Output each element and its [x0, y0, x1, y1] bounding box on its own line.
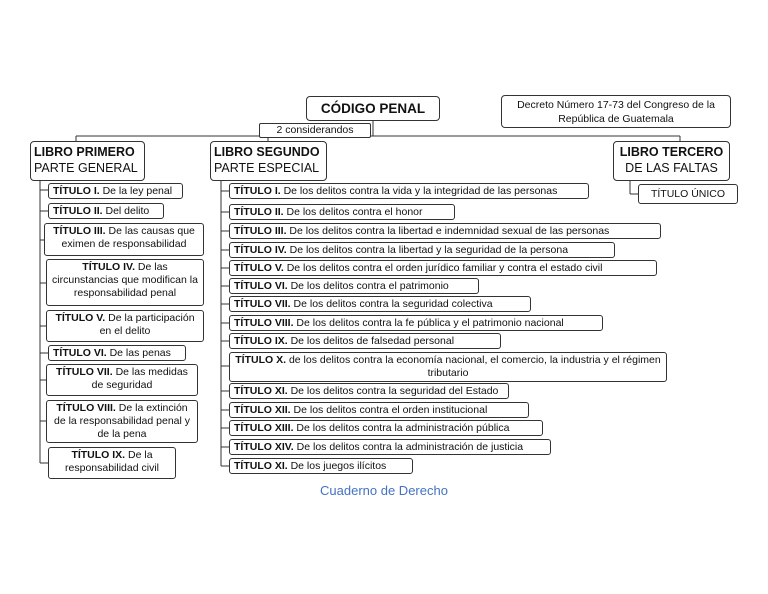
considerandos-box: 2 considerandos [259, 123, 371, 138]
libro-primero-title: LIBRO PRIMERO [34, 145, 135, 159]
libro-segundo-title: LIBRO SEGUNDO [214, 145, 320, 159]
libro2-titulo-7: TÍTULO VII. De los delitos contra la seguridad colectiva [229, 296, 531, 312]
libro-tercero-subtitle: DE LAS FALTAS [625, 161, 718, 175]
libro2-titulo-8: TÍTULO VIII. De los delitos contra la fe pública y el patrimonio nacional [229, 315, 603, 331]
libro2-titulo-2: TÍTULO II. De los delitos contra el honor [229, 204, 455, 220]
libro1-titulo-6: TÍTULO VI. De las penas [48, 345, 186, 361]
libro1-titulo-8: TÍTULO VIII. De la extinción de la responsabilidad penal y de la pena [46, 400, 198, 443]
codigo-penal-title: CÓDIGO PENAL [306, 96, 440, 121]
libro-segundo-subtitle: PARTE ESPECIAL [214, 161, 320, 175]
libro1-titulo-5: TÍTULO V. De la participación en el delito [46, 310, 204, 342]
libro2-titulo-4: TÍTULO IV. De los delitos contra la libertad y la seguridad de la persona [229, 242, 615, 258]
libro1-titulo-7: TÍTULO VII. De las medidas de seguridad [46, 364, 198, 396]
libro2-titulo-12: TÍTULO XII. De los delitos contra el orden institucional [229, 402, 529, 418]
libro2-titulo-13: TÍTULO XIII. De los delitos contra la administración pública [229, 420, 543, 436]
libro-primero-subtitle: PARTE GENERAL [34, 161, 138, 175]
libro3-titulo-unico: TÍTULO ÚNICO [638, 184, 738, 204]
libro1-titulo-1: TÍTULO I. De la ley penal [48, 183, 183, 199]
libro1-titulo-9: TÍTULO IX. De la responsabilidad civil [48, 447, 176, 479]
footer-caption: Cuaderno de Derecho [320, 483, 448, 498]
libro2-titulo-14: TÍTULO XIV. De los delitos contra la administración de justicia [229, 439, 551, 455]
libro2-titulo-15: TÍTULO XI. De los juegos ilícitos [229, 458, 413, 474]
libro-tercero-box [613, 141, 730, 181]
libro2-titulo-5: TÍTULO V. De los delitos contra el orden jurídico familiar y contra el estado civil [229, 260, 657, 276]
libro1-titulo-2: TÍTULO II. Del delito [48, 203, 164, 219]
libro2-titulo-11: TÍTULO XI. De los delitos contra la seguridad del Estado [229, 383, 509, 399]
libro-segundo-box [210, 141, 327, 181]
libro2-titulo-10: TÍTULO X. de los delitos contra la economía nacional, el comercio, la industria y el régimen tributario [229, 352, 667, 382]
libro-tercero-title: LIBRO TERCERO [619, 145, 724, 159]
libro1-titulo-4: TÍTULO IV. De las circunstancias que modifican la responsabilidad penal [46, 259, 204, 306]
libro2-titulo-3: TÍTULO III. De los delitos contra la libertad e indemnidad sexual de las personas [229, 223, 661, 239]
decreto-note: Decreto Número 17-73 del Congreso de la República de Guatemala [501, 95, 731, 128]
libro-primero-box [30, 141, 145, 181]
libro1-titulo-3: TÍTULO III. De las causas que eximen de responsabilidad [44, 223, 204, 256]
libro2-titulo-6: TÍTULO VI. De los delitos contra el patrimonio [229, 278, 479, 294]
libro2-titulo-9: TÍTULO IX. De los delitos de falsedad personal [229, 333, 501, 349]
libro2-titulo-1: TÍTULO I. De los delitos contra la vida y la integridad de las personas [229, 183, 589, 199]
